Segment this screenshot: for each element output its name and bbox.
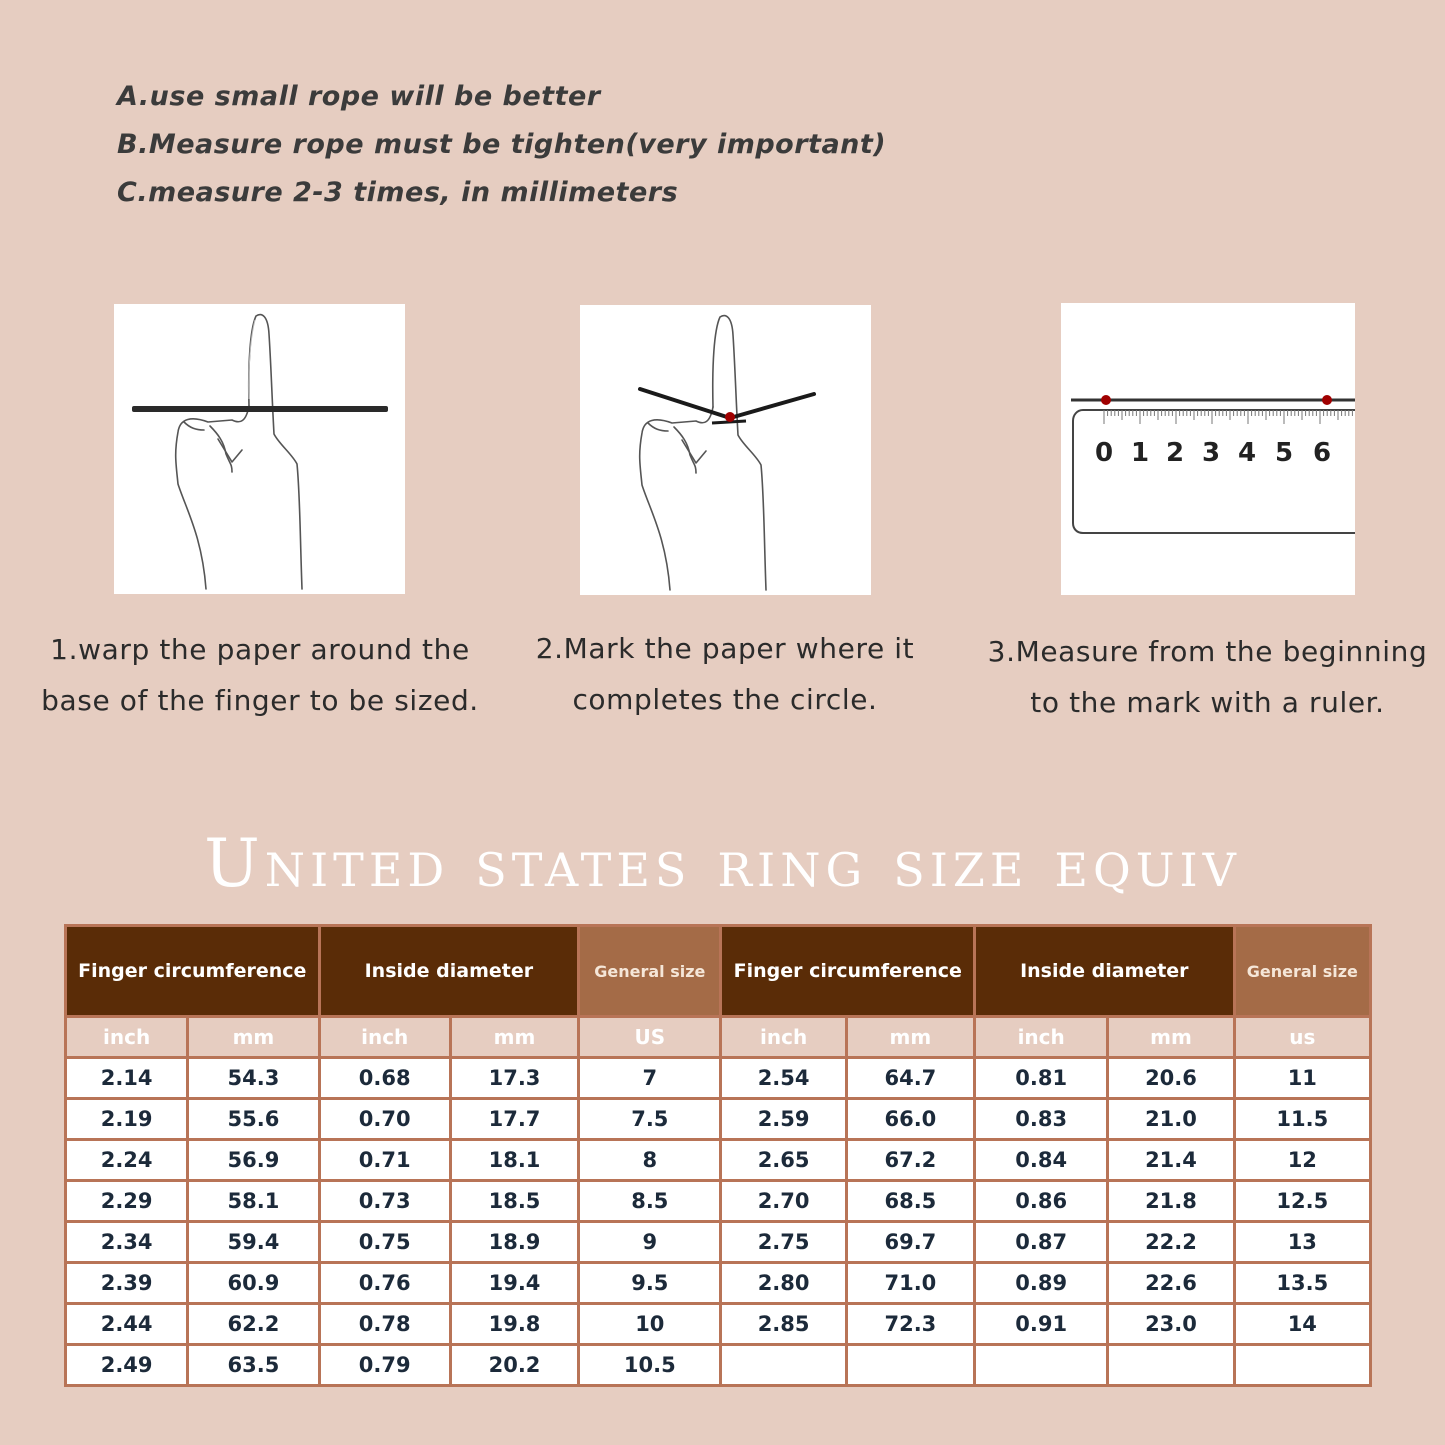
table-cell: 11 xyxy=(1234,1058,1370,1099)
table-cell: 2.75 xyxy=(721,1222,846,1263)
table-cell: 2.80 xyxy=(721,1263,846,1304)
hand-with-paper-strip-icon xyxy=(114,304,405,594)
header-inside-diameter: Inside diameter xyxy=(975,926,1235,1017)
table-cell: 64.7 xyxy=(846,1058,974,1099)
table-cell: 2.70 xyxy=(721,1181,846,1222)
header-finger-circumference: Finger circumference xyxy=(721,926,975,1017)
table-cell: 2.44 xyxy=(66,1304,188,1345)
table-cell: 13.5 xyxy=(1234,1263,1370,1304)
table-cell: 10 xyxy=(579,1304,721,1345)
table-cell: 9 xyxy=(579,1222,721,1263)
unit-cell: mm xyxy=(1108,1017,1234,1058)
tips-list xyxy=(117,78,886,222)
table-cell: 2.54 xyxy=(721,1058,846,1099)
table-cell: 66.0 xyxy=(846,1099,974,1140)
table-cell: 20.2 xyxy=(450,1345,578,1386)
table-cell: 67.2 xyxy=(846,1140,974,1181)
table-row xyxy=(66,1140,1371,1181)
table-cell: 8.5 xyxy=(579,1181,721,1222)
header-finger-circumference: Finger circumference xyxy=(66,926,320,1017)
table-cell xyxy=(721,1345,846,1386)
unit-row xyxy=(66,1017,1371,1058)
table-cell: 12.5 xyxy=(1234,1181,1370,1222)
ruler-icon xyxy=(1061,303,1355,595)
table-cell: 2.65 xyxy=(721,1140,846,1181)
table-cell: 2.24 xyxy=(66,1140,188,1181)
header-general-size: General size xyxy=(1234,926,1370,1017)
table-cell: 13 xyxy=(1234,1222,1370,1263)
table-header-row xyxy=(66,926,1371,1017)
table-cell: 2.49 xyxy=(66,1345,188,1386)
table-cell: 69.7 xyxy=(846,1222,974,1263)
table-cell: 0.84 xyxy=(975,1140,1108,1181)
table-cell: 8 xyxy=(579,1140,721,1181)
table-cell: 0.76 xyxy=(319,1263,450,1304)
table-cell: 14 xyxy=(1234,1304,1370,1345)
table-cell: 9.5 xyxy=(579,1263,721,1304)
step-1-illustration xyxy=(114,304,405,594)
unit-cell: inch xyxy=(66,1017,188,1058)
table-cell: 72.3 xyxy=(846,1304,974,1345)
unit-cell: inch xyxy=(319,1017,450,1058)
unit-cell: inch xyxy=(975,1017,1108,1058)
table-cell: 0.73 xyxy=(319,1181,450,1222)
table-cell: 22.6 xyxy=(1108,1263,1234,1304)
header-general-size: General size xyxy=(579,926,721,1017)
ring-size-table xyxy=(64,924,1372,1387)
unit-cell: us xyxy=(1234,1017,1370,1058)
table-row xyxy=(66,1345,1371,1386)
table-cell: 0.87 xyxy=(975,1222,1108,1263)
table-cell: 22.2 xyxy=(1108,1222,1234,1263)
end-mark xyxy=(1322,395,1332,405)
table-cell: 0.71 xyxy=(319,1140,450,1181)
table-cell: 59.4 xyxy=(188,1222,319,1263)
step-1-caption: 1.warp the paper around the base of the finger to be sized. xyxy=(41,633,479,717)
ruler-number: 1 xyxy=(1130,438,1150,468)
table-cell: 11.5 xyxy=(1234,1099,1370,1140)
table-cell: 0.75 xyxy=(319,1222,450,1263)
hand-with-marked-paper-icon xyxy=(580,305,871,595)
table-cell: 21.4 xyxy=(1108,1140,1234,1181)
table-cell: 2.85 xyxy=(721,1304,846,1345)
table-cell: 19.8 xyxy=(450,1304,578,1345)
table-cell: 18.5 xyxy=(450,1181,578,1222)
table-cell: 18.9 xyxy=(450,1222,578,1263)
table-cell xyxy=(846,1345,974,1386)
table-cell: 7 xyxy=(579,1058,721,1099)
table-cell xyxy=(1234,1345,1370,1386)
ruler-number: 0 xyxy=(1094,438,1114,468)
table-row xyxy=(66,1222,1371,1263)
table-cell: 63.5 xyxy=(188,1345,319,1386)
step-3-illustration xyxy=(1061,303,1355,595)
table-cell: 18.1 xyxy=(450,1140,578,1181)
tip-a: A.use small rope will be better xyxy=(117,81,601,112)
table-cell: 0.81 xyxy=(975,1058,1108,1099)
step-2-illustration xyxy=(580,305,871,595)
table-cell: 0.68 xyxy=(319,1058,450,1099)
table-cell: 58.1 xyxy=(188,1181,319,1222)
table-cell: 54.3 xyxy=(188,1058,319,1099)
tip-b: B.Measure rope must be tighten(very important) xyxy=(117,129,887,160)
table-cell: 12 xyxy=(1234,1140,1370,1181)
table-cell: 0.83 xyxy=(975,1099,1108,1140)
ruler-number: 2 xyxy=(1165,438,1185,468)
table-row xyxy=(66,1181,1371,1222)
table-cell: 0.70 xyxy=(319,1099,450,1140)
table-cell: 21.8 xyxy=(1108,1181,1234,1222)
table-cell: 71.0 xyxy=(846,1263,974,1304)
table-cell: 0.79 xyxy=(319,1345,450,1386)
table-cell: 56.9 xyxy=(188,1140,319,1181)
table-cell: 17.7 xyxy=(450,1099,578,1140)
table-cell: 2.34 xyxy=(66,1222,188,1263)
table-cell: 20.6 xyxy=(1108,1058,1234,1099)
table-cell: 0.78 xyxy=(319,1304,450,1345)
table-cell: 0.86 xyxy=(975,1181,1108,1222)
unit-cell: mm xyxy=(188,1017,319,1058)
unit-cell: mm xyxy=(846,1017,974,1058)
table-cell: 55.6 xyxy=(188,1099,319,1140)
table-cell: 7.5 xyxy=(579,1099,721,1140)
table-row xyxy=(66,1304,1371,1345)
chart-title: United states ring size equiv xyxy=(204,825,1241,902)
unit-cell: US xyxy=(579,1017,721,1058)
table-cell: 0.91 xyxy=(975,1304,1108,1345)
table-cell: 60.9 xyxy=(188,1263,319,1304)
start-mark xyxy=(1101,395,1111,405)
ruler-number: 4 xyxy=(1237,438,1257,468)
step-3-caption: 3.Measure from the beginning to the mark with a ruler. xyxy=(987,635,1428,719)
table-cell: 23.0 xyxy=(1108,1304,1234,1345)
unit-cell: inch xyxy=(721,1017,846,1058)
table-cell: 21.0 xyxy=(1108,1099,1234,1140)
table-cell: 2.39 xyxy=(66,1263,188,1304)
ruler-number: 3 xyxy=(1201,438,1221,468)
ruler-number: 5 xyxy=(1274,438,1294,468)
table-cell xyxy=(1108,1345,1234,1386)
table-cell: 10.5 xyxy=(579,1345,721,1386)
table-row xyxy=(66,1263,1371,1304)
tip-c: C.measure 2-3 times, in millimeters xyxy=(117,177,679,208)
ruler-number: 6 xyxy=(1312,438,1332,468)
table-cell: 62.2 xyxy=(188,1304,319,1345)
step-2-caption: 2.Mark the paper where it completes the circle. xyxy=(535,632,915,716)
table-cell: 17.3 xyxy=(450,1058,578,1099)
table-row xyxy=(66,1099,1371,1140)
table-cell: 2.19 xyxy=(66,1099,188,1140)
header-inside-diameter: Inside diameter xyxy=(319,926,579,1017)
unit-cell: mm xyxy=(450,1017,578,1058)
table-cell: 2.29 xyxy=(66,1181,188,1222)
table-cell: 68.5 xyxy=(846,1181,974,1222)
table-row xyxy=(66,1058,1371,1099)
table-cell: 2.14 xyxy=(66,1058,188,1099)
table-cell: 19.4 xyxy=(450,1263,578,1304)
table-cell: 2.59 xyxy=(721,1099,846,1140)
table-cell: 0.89 xyxy=(975,1263,1108,1304)
table-cell xyxy=(975,1345,1108,1386)
